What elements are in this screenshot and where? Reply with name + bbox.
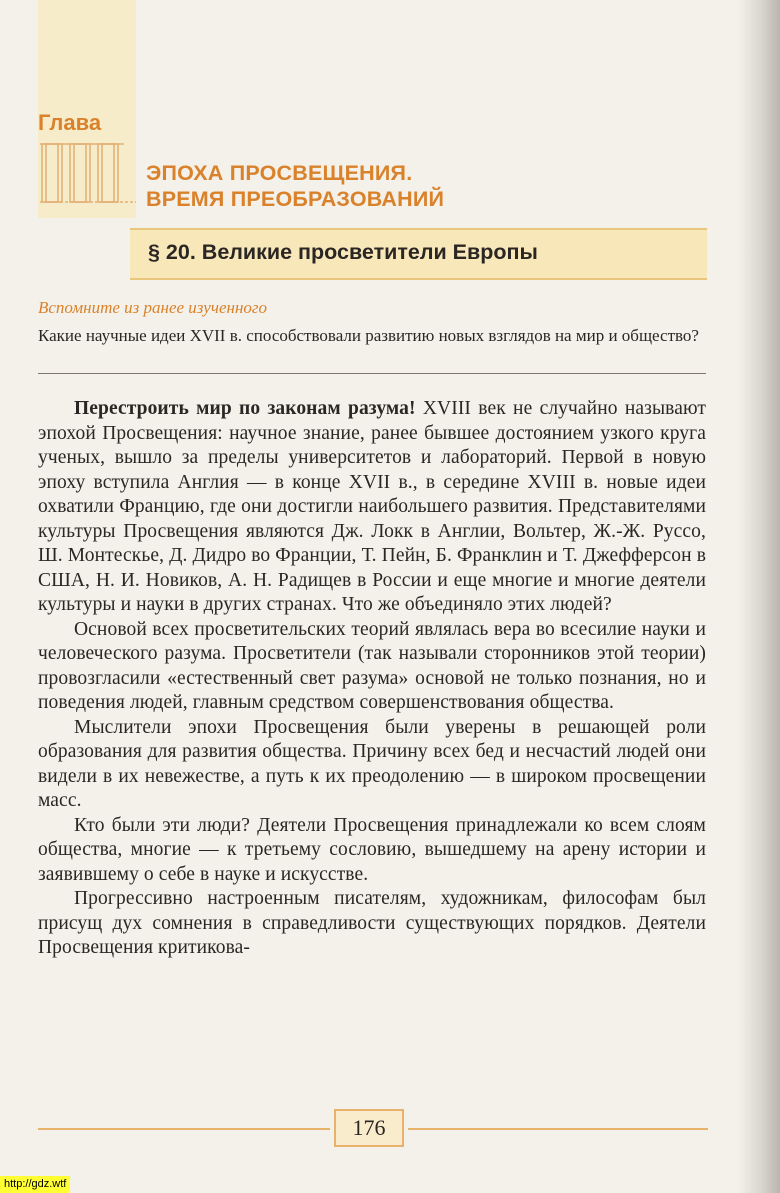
page-edge-shadow [738,0,780,1193]
body-paragraph-3: Мыслители эпохи Просвещения были уверены в решающей роли образования для развития общества. Причину всех бед и несчастий людей они видели в их невежестве, а путь к их преодолению — в широком просвещении масс. [38,716,706,811]
watermark-link[interactable]: http://gdz.wtf [0,1176,70,1193]
page-number: 176 [334,1109,404,1147]
recall-label: Вспомните из ранее изученного [38,298,268,317]
body-paragraph-2: Основой всех просветительских теорий являлась вера во всесилие науки и человеческого разума. Просветители (так называли сторонников этой теории) провозгласили «естественный свет разума» основой не только познания, но и поведения людей, главным средством совершенствования общества. [38,618,706,713]
chapter-title-line-1: ЭПОХА ПРОСВЕЩЕНИЯ. [146,161,413,185]
chapter-roman-numeral [40,140,136,206]
paragraph-lead: Перестроить мир по законам разума! [74,398,416,419]
recall-question: Какие научные идеи XVII в. способствовали развитию новых взглядов на мир и общество? [38,326,699,345]
chapter-title-line-2: ВРЕМЯ ПРЕОБРАЗОВАНИЙ [146,187,445,211]
footer-rule-right [408,1128,708,1130]
footer-rule-left [38,1128,330,1130]
body-paragraph-1 [38,397,706,618]
body-paragraph-5: Прогрессивно настроенным писателям, художникам, философам был присущ дух сомнения в справедливости существующих порядков. Деятели Просвещения критикова- [38,888,706,958]
paragraph-title: § 20. Великие просветители Европы [148,240,538,264]
chapter-title [146,160,444,212]
body-text [38,397,706,961]
chapter-label: Глава [38,110,102,135]
body-paragraph-4: Кто были эти люди? Деятели Просвещения принадлежали ко всем слоям общества, многие — к третьему сословию, вышедшему на арену истории и заявившему о себе в науке и искусстве. [38,814,706,885]
paragraph-text: XVIII век не случайно называют эпохой Просвещения: научное знание, ранее бывшее достоянием узкого круга ученых, вышло за пределы университетов и лабораторий. Первой в новую эпоху вступила Англия — в конце XVII в., в середине XVIII в. новые идеи охватили Францию, где они достигли наибольшего развития. Представителями культуры Просвещения являются Дж. Локк в Англии, Вольтер, Ж.-Ж. Руссо, Ш. Монтескье, Д. Дидро во Франции, Т. Пейн, Б. Франклин и Т. Джефферсон в США, Н. И. Новиков, А. Н. Радищев в России и еще многие и многие деятели культуры и науки в других странах. Что же объединяло этих людей? [38,398,706,615]
section-divider [38,373,706,374]
